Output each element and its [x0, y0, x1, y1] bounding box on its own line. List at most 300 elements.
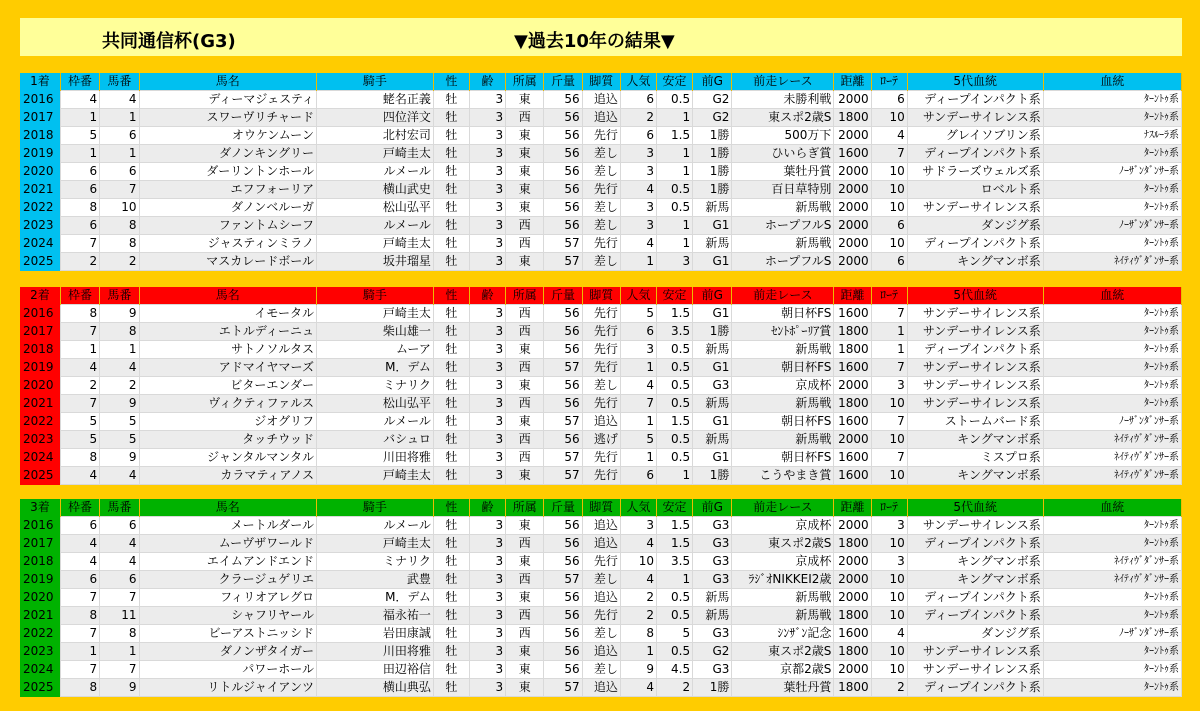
waku-cell: 8 [60, 679, 99, 697]
popularity-cell: 1 [620, 253, 656, 271]
stable-cell: 西 [506, 395, 544, 413]
column-header: 5代血統 [907, 73, 1043, 91]
age-cell: 3 [469, 181, 505, 199]
sire-line-cell: キングマンボ系 [907, 553, 1043, 571]
distance-cell: 2000 [834, 127, 871, 145]
sire-line-cell: ダンジグ系 [907, 217, 1043, 235]
stability-cell: 3.5 [656, 553, 692, 571]
stable-cell: 東 [506, 643, 544, 661]
column-header: 馬番 [100, 73, 139, 91]
table-row [20, 553, 1182, 571]
weight-cell: 56 [544, 553, 582, 571]
popularity-cell: 1 [620, 449, 656, 467]
running-style-cell: 差し [582, 625, 620, 643]
column-header: 前G [693, 73, 732, 91]
umaban-cell: 9 [100, 305, 139, 323]
prev-race-cell: 朝日杯FS [732, 449, 834, 467]
year-cell: 2022 [20, 413, 60, 431]
stable-cell: 東 [506, 341, 544, 359]
column-header: 所属 [506, 73, 544, 91]
year-cell: 2017 [20, 323, 60, 341]
waku-cell: 6 [60, 217, 99, 235]
umaban-cell: 1 [100, 341, 139, 359]
column-header: 馬名 [139, 287, 316, 305]
prev-race-cell: 東スポ2歳S [732, 109, 834, 127]
running-style-cell: 追込 [582, 643, 620, 661]
popularity-cell: 3 [620, 163, 656, 181]
age-cell: 3 [469, 341, 505, 359]
header-row [20, 499, 1182, 517]
waku-cell: 7 [60, 589, 99, 607]
horse-name-cell: タッチウッド [139, 431, 316, 449]
year-cell: 2020 [20, 163, 60, 181]
column-header: 安定 [656, 499, 692, 517]
column-header: 馬番 [100, 287, 139, 305]
table-row [20, 571, 1182, 589]
sex-cell: 牡 [433, 217, 469, 235]
prev-grade-cell: G1 [693, 217, 732, 235]
waku-cell: 7 [60, 661, 99, 679]
popularity-cell: 9 [620, 661, 656, 679]
waku-cell: 6 [60, 571, 99, 589]
running-style-cell: 先行 [582, 305, 620, 323]
rotation-cell: 10 [871, 589, 907, 607]
column-header: 人気 [620, 73, 656, 91]
popularity-cell: 3 [620, 217, 656, 235]
stable-cell: 東 [506, 163, 544, 181]
table-row [20, 377, 1182, 395]
stable-cell: 西 [506, 607, 544, 625]
age-cell: 3 [469, 625, 505, 643]
sex-cell: 牡 [433, 395, 469, 413]
stable-cell: 東 [506, 127, 544, 145]
rotation-cell: 10 [871, 607, 907, 625]
weight-cell: 56 [544, 607, 582, 625]
table-row [20, 323, 1182, 341]
waku-cell: 6 [60, 181, 99, 199]
sire-line-cell: キングマンボ系 [907, 431, 1043, 449]
popularity-cell: 2 [620, 109, 656, 127]
prev-grade-cell: G1 [693, 449, 732, 467]
prev-race-cell: 東スポ2歳S [732, 643, 834, 661]
lineage-cell: ﾈｲﾃｨｳﾞﾀﾞﾝｻｰ系 [1043, 467, 1181, 485]
umaban-cell: 5 [100, 413, 139, 431]
column-header: 斤量 [544, 287, 582, 305]
prev-race-cell: 朝日杯FS [732, 359, 834, 377]
distance-cell: 2000 [834, 91, 871, 109]
prev-race-cell: ｾﾝﾄﾎﾟｰﾘｱ賞 [732, 323, 834, 341]
running-style-cell: 追込 [582, 109, 620, 127]
table-row [20, 109, 1182, 127]
stable-cell: 東 [506, 679, 544, 697]
jockey-cell: M．デム [316, 359, 433, 377]
distance-cell: 1800 [834, 323, 871, 341]
distance-cell: 1600 [834, 467, 871, 485]
sex-cell: 牡 [433, 589, 469, 607]
waku-cell: 5 [60, 431, 99, 449]
waku-cell: 8 [60, 199, 99, 217]
sire-line-cell: サンデーサイレンス系 [907, 395, 1043, 413]
weight-cell: 56 [544, 163, 582, 181]
column-header: 性 [433, 499, 469, 517]
sire-line-cell: サンデーサイレンス系 [907, 305, 1043, 323]
sex-cell: 牡 [433, 467, 469, 485]
year-cell: 2019 [20, 571, 60, 589]
lineage-cell: ﾀｰﾝﾄｩ系 [1043, 395, 1181, 413]
running-style-cell: 追込 [582, 413, 620, 431]
prev-grade-cell: 1勝 [693, 145, 732, 163]
column-header: 前走レース [732, 287, 834, 305]
stable-cell: 西 [506, 305, 544, 323]
rotation-cell: 10 [871, 235, 907, 253]
stability-cell: 0.5 [656, 377, 692, 395]
sex-cell: 牡 [433, 199, 469, 217]
umaban-cell: 8 [100, 217, 139, 235]
distance-cell: 2000 [834, 199, 871, 217]
waku-cell: 8 [60, 305, 99, 323]
umaban-cell: 8 [100, 625, 139, 643]
results-table [20, 73, 1182, 271]
sex-cell: 牡 [433, 163, 469, 181]
stable-cell: 東 [506, 253, 544, 271]
table-row [20, 127, 1182, 145]
rotation-cell: 10 [871, 199, 907, 217]
year-cell: 2016 [20, 91, 60, 109]
column-header: 安定 [656, 287, 692, 305]
prev-race-cell: 朝日杯FS [732, 413, 834, 431]
jockey-cell: 柴山雄一 [316, 323, 433, 341]
title-bar [20, 18, 1182, 56]
table-row [20, 467, 1182, 485]
age-cell: 3 [469, 607, 505, 625]
umaban-cell: 8 [100, 323, 139, 341]
prev-race-cell: 500万下 [732, 127, 834, 145]
stable-cell: 西 [506, 235, 544, 253]
jockey-cell: M．デム [316, 589, 433, 607]
lineage-cell: ﾀｰﾝﾄｩ系 [1043, 517, 1181, 535]
column-header: 所属 [506, 287, 544, 305]
lineage-cell: ﾉｰｻﾞﾝﾀﾞﾝｻｰ系 [1043, 413, 1181, 431]
running-style-cell: 先行 [582, 553, 620, 571]
year-cell: 2025 [20, 253, 60, 271]
horse-name-cell: ビーアストニッシド [139, 625, 316, 643]
weight-cell: 56 [544, 589, 582, 607]
running-style-cell: 差し [582, 571, 620, 589]
weight-cell: 56 [544, 145, 582, 163]
jockey-cell: ミナリク [316, 377, 433, 395]
umaban-cell: 4 [100, 467, 139, 485]
stability-cell: 1.5 [656, 535, 692, 553]
stable-cell: 東 [506, 661, 544, 679]
prev-race-cell: ホープフルS [732, 217, 834, 235]
distance-cell: 1600 [834, 413, 871, 431]
table-row [20, 413, 1182, 431]
jockey-cell: 戸崎圭太 [316, 467, 433, 485]
popularity-cell: 1 [620, 413, 656, 431]
prev-race-cell: 京成杯 [732, 377, 834, 395]
weight-cell: 56 [544, 91, 582, 109]
prev-grade-cell: 新馬 [693, 199, 732, 217]
year-cell: 2016 [20, 517, 60, 535]
umaban-cell: 4 [100, 359, 139, 377]
stable-cell: 東 [506, 517, 544, 535]
prev-grade-cell: 1勝 [693, 323, 732, 341]
prev-grade-cell: G3 [693, 661, 732, 679]
umaban-cell: 11 [100, 607, 139, 625]
weight-cell: 56 [544, 181, 582, 199]
prev-grade-cell: G3 [693, 625, 732, 643]
sex-cell: 牡 [433, 553, 469, 571]
lineage-cell: ﾀｰﾝﾄｩ系 [1043, 679, 1181, 697]
age-cell: 3 [469, 431, 505, 449]
running-style-cell: 先行 [582, 467, 620, 485]
age-cell: 3 [469, 517, 505, 535]
age-cell: 3 [469, 571, 505, 589]
running-style-cell: 先行 [582, 235, 620, 253]
distance-cell: 2000 [834, 553, 871, 571]
sex-cell: 牡 [433, 431, 469, 449]
rotation-cell: 3 [871, 553, 907, 571]
lineage-cell: ﾀｰﾝﾄｩ系 [1043, 643, 1181, 661]
rotation-cell: 7 [871, 145, 907, 163]
popularity-cell: 6 [620, 467, 656, 485]
placing-label: 3着 [20, 499, 60, 517]
waku-cell: 1 [60, 145, 99, 163]
prev-grade-cell: 新馬 [693, 431, 732, 449]
column-header: 齢 [469, 499, 505, 517]
column-header: 枠番 [60, 73, 99, 91]
waku-cell: 8 [60, 607, 99, 625]
column-header: ﾛｰﾃ [871, 73, 907, 91]
distance-cell: 1800 [834, 535, 871, 553]
jockey-cell: ルメール [316, 163, 433, 181]
rotation-cell: 3 [871, 377, 907, 395]
umaban-cell: 6 [100, 163, 139, 181]
age-cell: 3 [469, 127, 505, 145]
table-row [20, 395, 1182, 413]
waku-cell: 5 [60, 413, 99, 431]
rotation-cell: 4 [871, 625, 907, 643]
weight-cell: 57 [544, 449, 582, 467]
sex-cell: 牡 [433, 607, 469, 625]
sex-cell: 牡 [433, 679, 469, 697]
popularity-cell: 5 [620, 305, 656, 323]
umaban-cell: 4 [100, 535, 139, 553]
prev-race-cell: こうやまき賞 [732, 467, 834, 485]
distance-cell: 2000 [834, 661, 871, 679]
popularity-cell: 4 [620, 377, 656, 395]
distance-cell: 1600 [834, 305, 871, 323]
age-cell: 3 [469, 467, 505, 485]
column-header: 脚質 [582, 73, 620, 91]
sex-cell: 牡 [433, 571, 469, 589]
waku-cell: 8 [60, 449, 99, 467]
lineage-cell: ﾈｲﾃｨｳﾞﾀﾞﾝｻｰ系 [1043, 431, 1181, 449]
running-style-cell: 差し [582, 199, 620, 217]
horse-name-cell: マスカレードボール [139, 253, 316, 271]
rotation-cell: 10 [871, 467, 907, 485]
horse-name-cell: フィリオアレグロ [139, 589, 316, 607]
umaban-cell: 1 [100, 109, 139, 127]
weight-cell: 57 [544, 253, 582, 271]
distance-cell: 2000 [834, 217, 871, 235]
rotation-cell: 6 [871, 91, 907, 109]
year-cell: 2025 [20, 467, 60, 485]
prev-race-cell: ひいらぎ賞 [732, 145, 834, 163]
stable-cell: 東 [506, 553, 544, 571]
rotation-cell: 1 [871, 341, 907, 359]
weight-cell: 56 [544, 395, 582, 413]
prev-grade-cell: G3 [693, 517, 732, 535]
running-style-cell: 追込 [582, 517, 620, 535]
year-cell: 2017 [20, 535, 60, 553]
horse-name-cell: エイムアンドエンド [139, 553, 316, 571]
stable-cell: 西 [506, 625, 544, 643]
prev-race-cell: 百日草特別 [732, 181, 834, 199]
rotation-cell: 4 [871, 127, 907, 145]
distance-cell: 2000 [834, 517, 871, 535]
sex-cell: 牡 [433, 305, 469, 323]
jockey-cell: 川田将雅 [316, 643, 433, 661]
distance-cell: 1600 [834, 359, 871, 377]
running-style-cell: 先行 [582, 359, 620, 377]
popularity-cell: 1 [620, 359, 656, 377]
rotation-cell: 1 [871, 323, 907, 341]
horse-name-cell: ジャンタルマンタル [139, 449, 316, 467]
header-row [20, 73, 1182, 91]
sire-line-cell: ディープインパクト系 [907, 535, 1043, 553]
distance-cell: 1800 [834, 395, 871, 413]
sex-cell: 牡 [433, 91, 469, 109]
sire-line-cell: ディープインパクト系 [907, 235, 1043, 253]
results-table [20, 287, 1182, 485]
distance-cell: 1800 [834, 109, 871, 127]
prev-grade-cell: 1勝 [693, 679, 732, 697]
horse-name-cell: メートルダール [139, 517, 316, 535]
weight-cell: 56 [544, 323, 582, 341]
weight-cell: 56 [544, 199, 582, 217]
running-style-cell: 追込 [582, 91, 620, 109]
header-row [20, 287, 1182, 305]
horse-name-cell: パワーホール [139, 661, 316, 679]
horse-name-cell: イモータル [139, 305, 316, 323]
table-row [20, 625, 1182, 643]
column-header: 騎手 [316, 287, 433, 305]
jockey-cell: 戸崎圭太 [316, 235, 433, 253]
age-cell: 3 [469, 235, 505, 253]
waku-cell: 1 [60, 341, 99, 359]
stable-cell: 西 [506, 449, 544, 467]
lineage-cell: ﾀｰﾝﾄｩ系 [1043, 91, 1181, 109]
lineage-cell: ﾉｰｻﾞﾝﾀﾞﾝｻｰ系 [1043, 625, 1181, 643]
year-cell: 2018 [20, 553, 60, 571]
sire-line-cell: ロベルト系 [907, 181, 1043, 199]
year-cell: 2023 [20, 643, 60, 661]
popularity-cell: 4 [620, 571, 656, 589]
sire-line-cell: サンデーサイレンス系 [907, 323, 1043, 341]
horse-name-cell: カラマティアノス [139, 467, 316, 485]
column-header: 5代血統 [907, 499, 1043, 517]
age-cell: 3 [469, 163, 505, 181]
popularity-cell: 3 [620, 341, 656, 359]
rotation-cell: 10 [871, 643, 907, 661]
column-header: 安定 [656, 73, 692, 91]
sire-line-cell: ダンジグ系 [907, 625, 1043, 643]
stable-cell: 東 [506, 413, 544, 431]
sire-line-cell: サンデーサイレンス系 [907, 377, 1043, 395]
prev-grade-cell: 新馬 [693, 607, 732, 625]
running-style-cell: 先行 [582, 127, 620, 145]
distance-cell: 2000 [834, 571, 871, 589]
popularity-cell: 4 [620, 235, 656, 253]
waku-cell: 2 [60, 377, 99, 395]
stable-cell: 東 [506, 91, 544, 109]
weight-cell: 56 [544, 305, 582, 323]
popularity-cell: 4 [620, 535, 656, 553]
prev-race-cell: 京都2歳S [732, 661, 834, 679]
waku-cell: 5 [60, 127, 99, 145]
sex-cell: 牡 [433, 341, 469, 359]
sire-line-cell: ディープインパクト系 [907, 679, 1043, 697]
age-cell: 3 [469, 679, 505, 697]
prev-grade-cell: G2 [693, 109, 732, 127]
sex-cell: 牡 [433, 359, 469, 377]
column-header: 距離 [834, 73, 871, 91]
lineage-cell: ﾈｲﾃｨｳﾞﾀﾞﾝｻｰ系 [1043, 253, 1181, 271]
prev-race-cell: 新馬戦 [732, 341, 834, 359]
rotation-cell: 3 [871, 517, 907, 535]
popularity-cell: 2 [620, 607, 656, 625]
year-cell: 2023 [20, 217, 60, 235]
column-header: 人気 [620, 287, 656, 305]
column-header: 枠番 [60, 499, 99, 517]
stability-cell: 1.5 [656, 517, 692, 535]
stability-cell: 0.5 [656, 395, 692, 413]
stability-cell: 0.5 [656, 643, 692, 661]
running-style-cell: 差し [582, 163, 620, 181]
age-cell: 3 [469, 109, 505, 127]
distance-cell: 2000 [834, 163, 871, 181]
horse-name-cell: ジオグリフ [139, 413, 316, 431]
stability-cell: 0.5 [656, 431, 692, 449]
umaban-cell: 7 [100, 589, 139, 607]
year-cell: 2024 [20, 661, 60, 679]
age-cell: 3 [469, 535, 505, 553]
rotation-cell: 7 [871, 413, 907, 431]
stable-cell: 西 [506, 571, 544, 589]
column-header: 馬番 [100, 499, 139, 517]
stability-cell: 1 [656, 145, 692, 163]
horse-name-cell: ダノンキングリー [139, 145, 316, 163]
prev-race-cell: 新馬戦 [732, 235, 834, 253]
horse-name-cell: スワーヴリチャード [139, 109, 316, 127]
table-row [20, 253, 1182, 271]
weight-cell: 56 [544, 535, 582, 553]
horse-name-cell: サトノソルタス [139, 341, 316, 359]
distance-cell: 1600 [834, 145, 871, 163]
table-row [20, 431, 1182, 449]
jockey-cell: 横山典弘 [316, 679, 433, 697]
sire-line-cell: キングマンボ系 [907, 467, 1043, 485]
popularity-cell: 5 [620, 431, 656, 449]
sire-line-cell: ディープインパクト系 [907, 607, 1043, 625]
distance-cell: 1600 [834, 625, 871, 643]
weight-cell: 56 [544, 217, 582, 235]
sex-cell: 牡 [433, 625, 469, 643]
stability-cell: 3 [656, 253, 692, 271]
jockey-cell: ルメール [316, 517, 433, 535]
column-header: 齢 [469, 287, 505, 305]
